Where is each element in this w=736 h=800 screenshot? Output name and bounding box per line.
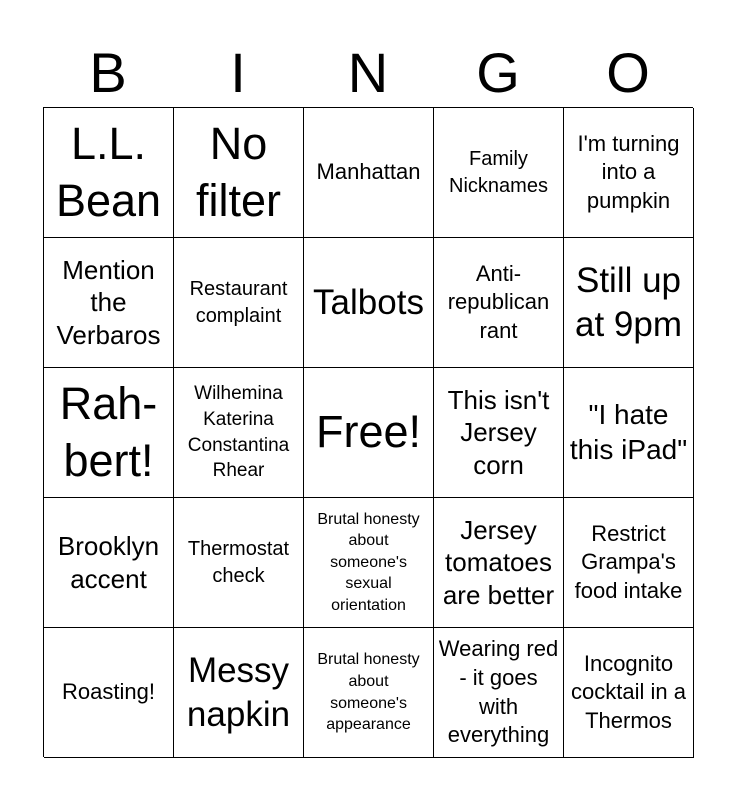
bingo-cell[interactable] [44, 628, 174, 758]
cell-text: Talbots [313, 282, 424, 322]
header-letter-i: I [230, 41, 246, 104]
cell-text: Restaurant complaint [189, 277, 288, 327]
bingo-cell[interactable] [174, 238, 304, 368]
header-letter-b: B [89, 41, 127, 104]
bingo-cell[interactable] [434, 108, 564, 238]
cell-text: Anti-republican rant [447, 260, 550, 343]
bingo-cell[interactable] [434, 238, 564, 368]
cell-text: "I hate this iPad" [569, 399, 688, 465]
bingo-cell[interactable] [564, 368, 694, 498]
free-space[interactable] [304, 368, 434, 498]
cell-text: Brutal honesty about someone's sexual orientation [317, 510, 420, 614]
cell-text: No filter [195, 118, 281, 226]
cell-text: Restrict Grampa's food intake [574, 520, 683, 603]
bingo-cell[interactable] [174, 368, 304, 498]
bingo-cell[interactable] [564, 108, 694, 238]
header-letter-n: N [347, 41, 389, 104]
bingo-cell[interactable] [434, 368, 564, 498]
cell-text: Rah-bert! [59, 378, 158, 486]
header-letter-g: G [476, 41, 520, 104]
bingo-cell[interactable] [304, 628, 434, 758]
cell-text: Incognito cocktail in a Thermos [571, 650, 686, 733]
bingo-cell[interactable] [564, 238, 694, 368]
bingo-header [43, 40, 693, 106]
bingo-cell[interactable] [304, 498, 434, 628]
cell-text: This isn't Jersey corn [447, 384, 550, 480]
bingo-cell[interactable] [434, 498, 564, 628]
cell-text: I'm turning into a pumpkin [577, 130, 680, 213]
bingo-cell[interactable] [304, 108, 434, 238]
bingo-cell[interactable] [44, 238, 174, 368]
cell-text: Roasting! [62, 679, 155, 705]
bingo-cell[interactable] [564, 498, 694, 628]
bingo-grid [43, 107, 693, 757]
cell-text: Mention the Verbaros [56, 254, 161, 350]
cell-text: Manhattan [316, 159, 421, 185]
cell-text: L.L. Bean [55, 118, 162, 226]
cell-text: Free! [315, 406, 422, 458]
cell-text: Thermostat check [187, 537, 290, 587]
header-letter-o: O [606, 41, 650, 104]
bingo-cell[interactable] [434, 628, 564, 758]
bingo-cell[interactable] [174, 108, 304, 238]
cell-text: Wearing red - it goes with everything [438, 636, 559, 748]
bingo-cell[interactable] [564, 628, 694, 758]
cell-text: Brutal honesty about someone's appearance [317, 651, 420, 734]
bingo-cell[interactable] [44, 498, 174, 628]
bingo-cell[interactable] [304, 238, 434, 368]
cell-text: Messy napkin [186, 650, 291, 734]
bingo-cell[interactable] [174, 498, 304, 628]
cell-text: Wilhemina Katerina Constantina Rhear [187, 383, 290, 482]
cell-text: Brooklyn accent [57, 531, 160, 594]
bingo-cell[interactable] [44, 108, 174, 238]
bingo-cell[interactable] [44, 368, 174, 498]
cell-text: Family Nicknames [449, 147, 548, 197]
cell-text: Jersey tomatoes are better [442, 514, 555, 610]
bingo-cell[interactable] [174, 628, 304, 758]
cell-text: Still up at 9pm [575, 260, 682, 344]
